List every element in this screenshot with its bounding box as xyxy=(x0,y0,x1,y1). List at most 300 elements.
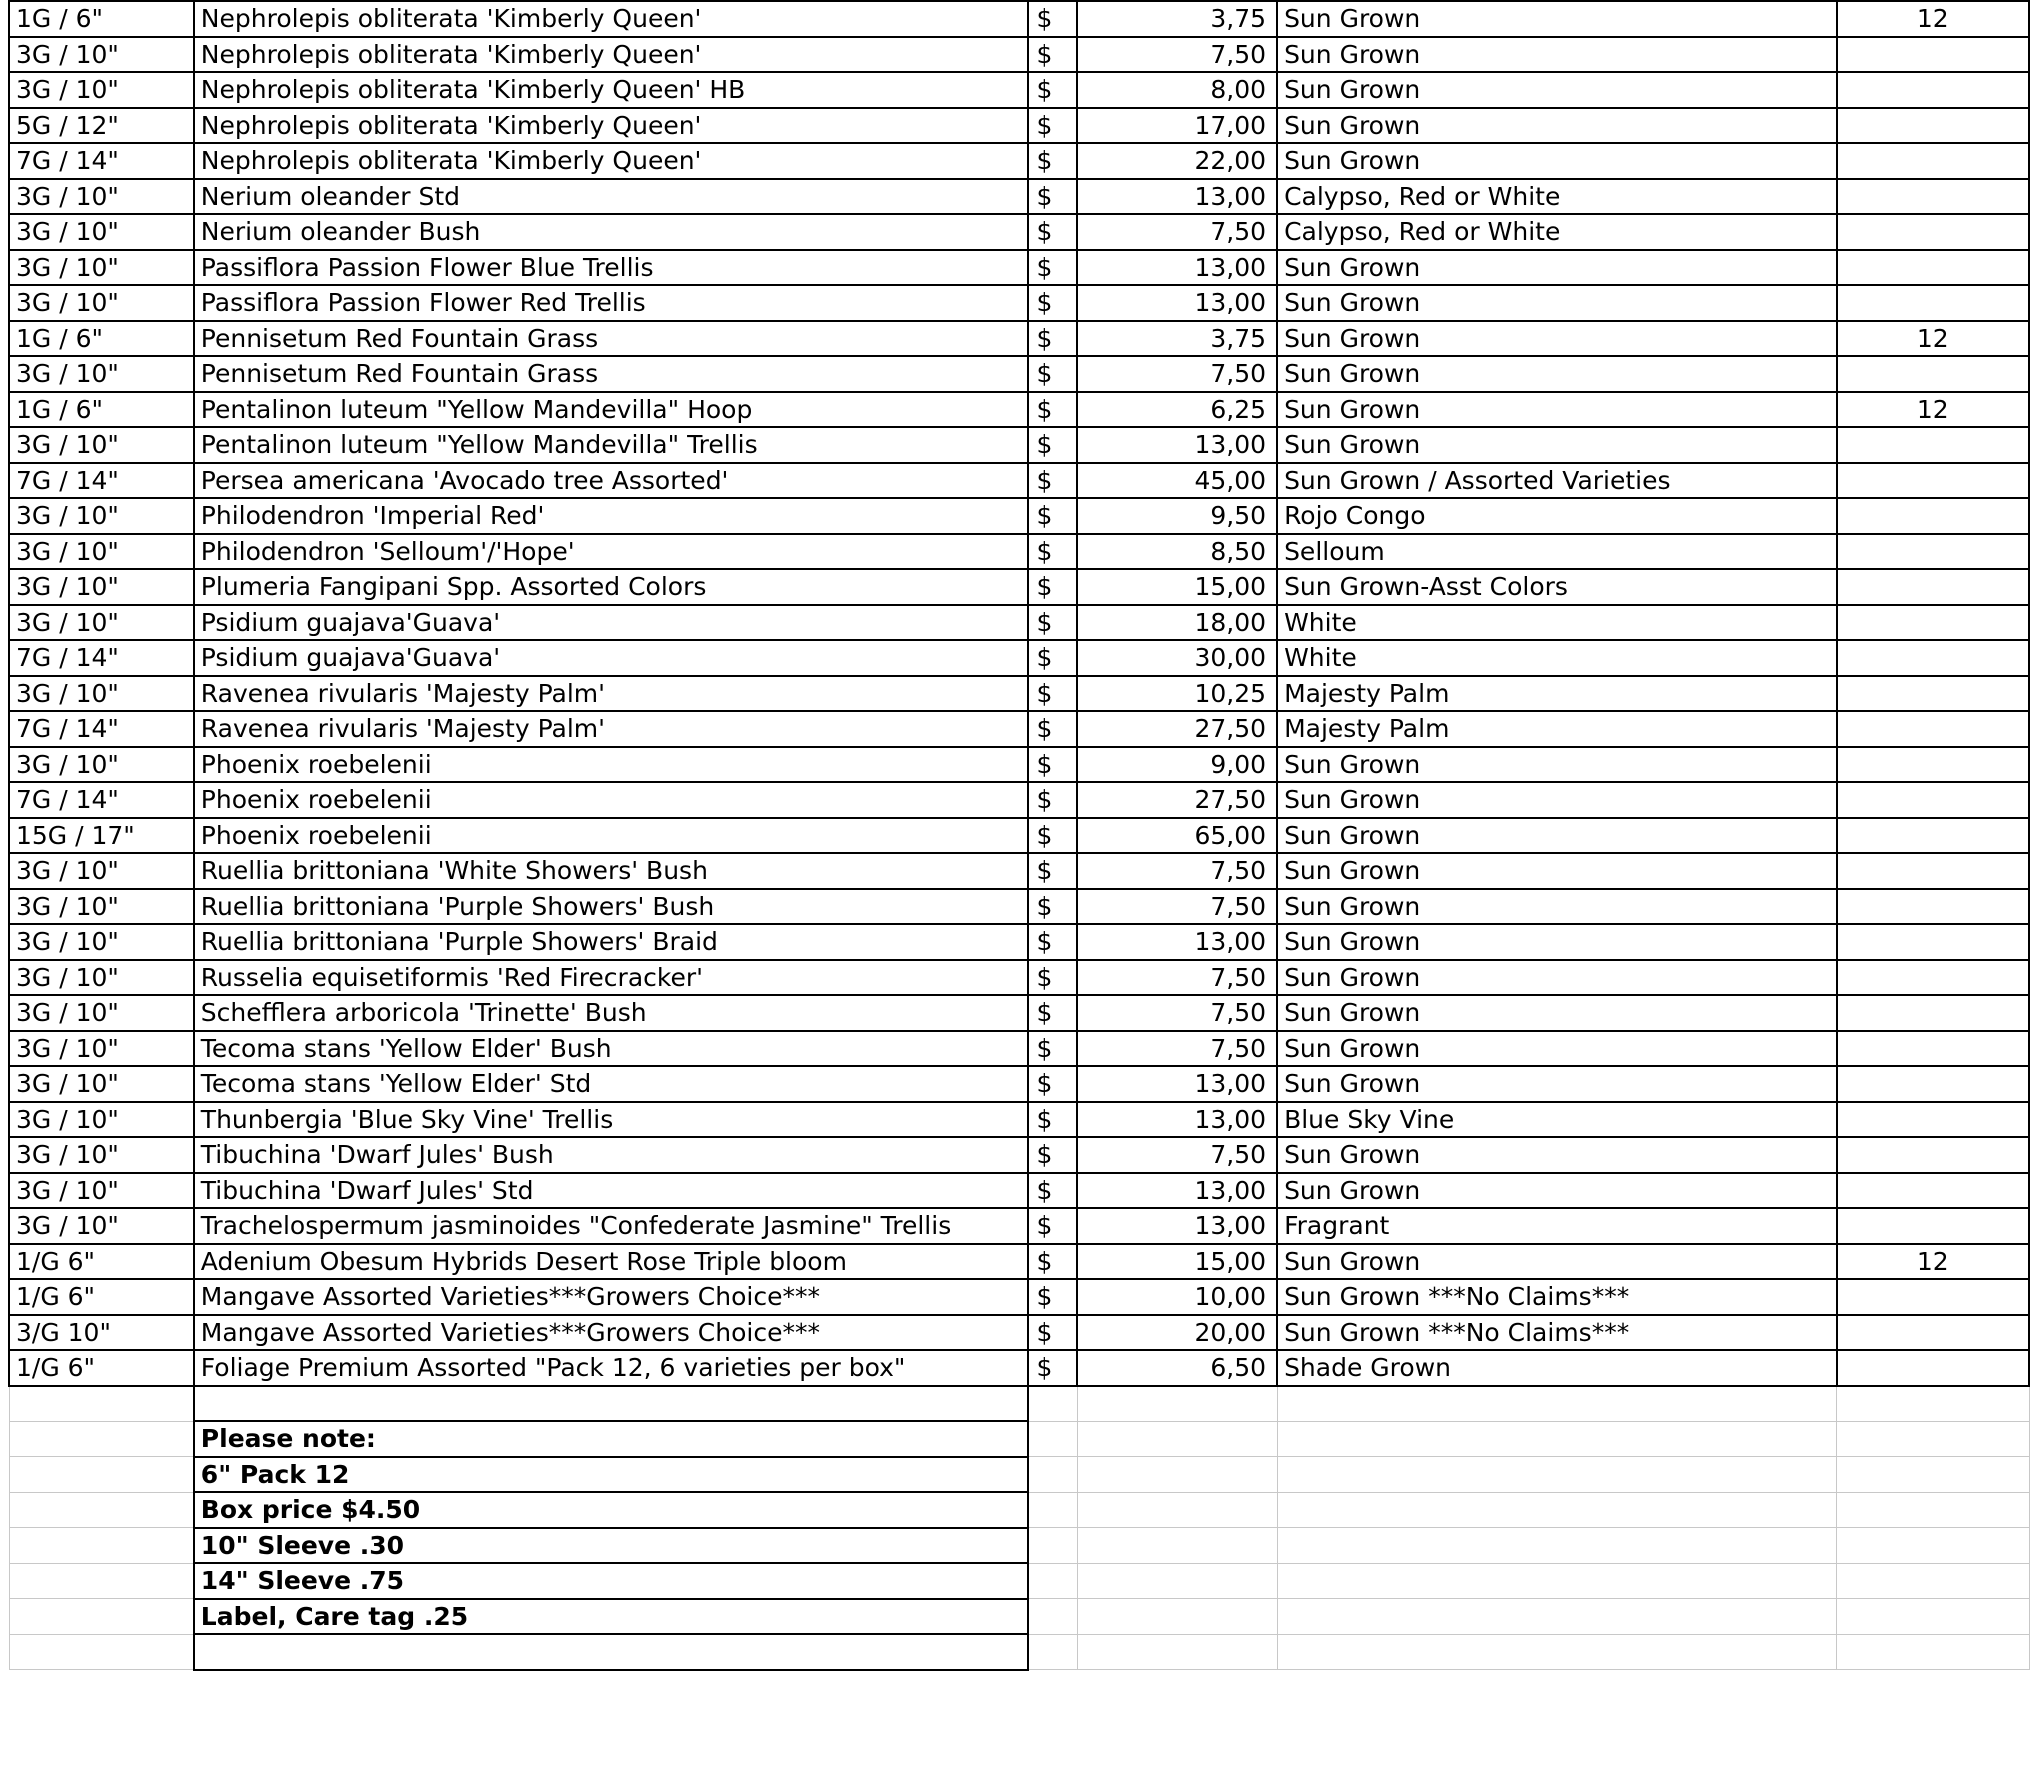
plant-name-cell[interactable]: Ruellia brittoniana 'Purple Showers' Bush xyxy=(194,889,1028,925)
table-row xyxy=(9,818,2029,854)
price-cell[interactable]: 7,50 xyxy=(1077,960,1277,996)
empty-cell[interactable] xyxy=(1077,1634,1277,1670)
size-cell[interactable]: 1G / 6" xyxy=(9,321,194,357)
size-cell[interactable]: 3G / 10" xyxy=(9,285,194,321)
empty-cell[interactable] xyxy=(9,1528,194,1564)
empty-cell[interactable] xyxy=(1277,1386,1836,1422)
qty-cell[interactable] xyxy=(1837,1173,2030,1209)
size-cell[interactable]: 3G / 10" xyxy=(9,889,194,925)
note-cell[interactable]: 14" Sleeve .75 xyxy=(194,1563,1028,1599)
plant-name-cell[interactable]: Schefflera arboricola 'Trinette' Bush xyxy=(194,995,1028,1031)
size-cell[interactable]: 3/G 10" xyxy=(9,1315,194,1351)
size-cell[interactable]: 3G / 10" xyxy=(9,569,194,605)
size-cell[interactable]: 3G / 10" xyxy=(9,72,194,108)
currency-cell[interactable]: $ xyxy=(1028,143,1078,179)
empty-cell[interactable] xyxy=(9,1386,194,1422)
size-cell[interactable]: 3G / 10" xyxy=(9,960,194,996)
notes-cell[interactable]: Sun Grown xyxy=(1277,924,1836,960)
empty-cell[interactable] xyxy=(1837,1599,2030,1635)
empty-cell[interactable] xyxy=(1028,1528,1078,1564)
empty-cell[interactable] xyxy=(1077,1599,1277,1635)
price-cell[interactable]: 10,25 xyxy=(1077,676,1277,712)
price-cell[interactable]: 13,00 xyxy=(1077,1173,1277,1209)
price-cell[interactable]: 9,00 xyxy=(1077,747,1277,783)
currency-cell[interactable]: $ xyxy=(1028,676,1078,712)
notes-cell[interactable]: Sun Grown xyxy=(1277,1,1836,37)
price-cell[interactable]: 6,50 xyxy=(1077,1350,1277,1386)
empty-cell[interactable] xyxy=(1837,1634,2030,1670)
notes-cell[interactable]: Sun Grown xyxy=(1277,143,1836,179)
plant-name-cell[interactable]: Passiflora Passion Flower Blue Trellis xyxy=(194,250,1028,286)
empty-cell[interactable] xyxy=(9,1421,194,1457)
notes-cell[interactable]: Sun Grown xyxy=(1277,1244,1836,1280)
price-cell[interactable]: 13,00 xyxy=(1077,1066,1277,1102)
notes-cell[interactable]: Fragrant xyxy=(1277,1208,1836,1244)
plant-name-cell[interactable]: Phoenix roebelenii xyxy=(194,782,1028,818)
price-cell[interactable]: 7,50 xyxy=(1077,995,1277,1031)
plant-name-cell[interactable]: Nerium oleander Bush xyxy=(194,214,1028,250)
currency-cell[interactable]: $ xyxy=(1028,853,1078,889)
price-cell[interactable]: 6,25 xyxy=(1077,392,1277,428)
notes-cell[interactable]: Calypso, Red or White xyxy=(1277,179,1836,215)
currency-cell[interactable]: $ xyxy=(1028,179,1078,215)
price-cell[interactable]: 7,50 xyxy=(1077,356,1277,392)
note-row xyxy=(9,1457,2029,1493)
price-cell[interactable]: 27,50 xyxy=(1077,782,1277,818)
size-cell[interactable]: 3G / 10" xyxy=(9,1031,194,1067)
size-cell[interactable]: 3G / 10" xyxy=(9,534,194,570)
plant-name-cell[interactable]: Nerium oleander Std xyxy=(194,179,1028,215)
price-cell[interactable]: 13,00 xyxy=(1077,1102,1277,1138)
size-cell[interactable]: 3G / 10" xyxy=(9,676,194,712)
empty-cell[interactable] xyxy=(1277,1563,1836,1599)
price-cell[interactable]: 13,00 xyxy=(1077,427,1277,463)
price-cell[interactable]: 3,75 xyxy=(1077,321,1277,357)
qty-cell[interactable] xyxy=(1837,427,2030,463)
size-cell[interactable]: 3G / 10" xyxy=(9,498,194,534)
empty-cell[interactable] xyxy=(1837,1457,2030,1493)
plant-name-cell[interactable]: Philodendron 'Selloum'/'Hope' xyxy=(194,534,1028,570)
empty-cell[interactable] xyxy=(194,1386,1028,1422)
currency-cell[interactable]: $ xyxy=(1028,1066,1078,1102)
qty-cell[interactable] xyxy=(1837,960,2030,996)
empty-cell[interactable] xyxy=(1077,1457,1277,1493)
notes-cell[interactable]: Sun Grown xyxy=(1277,1173,1836,1209)
price-cell[interactable]: 7,50 xyxy=(1077,1031,1277,1067)
size-cell[interactable]: 3G / 10" xyxy=(9,250,194,286)
empty-cell[interactable] xyxy=(1028,1492,1078,1528)
notes-cell[interactable]: Calypso, Red or White xyxy=(1277,214,1836,250)
price-cell[interactable]: 13,00 xyxy=(1077,285,1277,321)
notes-cell[interactable]: Sun Grown xyxy=(1277,853,1836,889)
plant-name-cell[interactable]: Nephrolepis obliterata 'Kimberly Queen' xyxy=(194,1,1028,37)
size-cell[interactable]: 3G / 10" xyxy=(9,853,194,889)
notes-cell[interactable]: Blue Sky Vine xyxy=(1277,1102,1836,1138)
size-cell[interactable]: 1/G 6" xyxy=(9,1244,194,1280)
empty-cell[interactable] xyxy=(9,1457,194,1493)
empty-cell[interactable] xyxy=(1837,1492,2030,1528)
price-cell[interactable]: 18,00 xyxy=(1077,605,1277,641)
currency-cell[interactable]: $ xyxy=(1028,605,1078,641)
size-cell[interactable]: 3G / 10" xyxy=(9,1066,194,1102)
size-cell[interactable]: 3G / 10" xyxy=(9,995,194,1031)
qty-cell[interactable] xyxy=(1837,676,2030,712)
empty-cell[interactable] xyxy=(9,1492,194,1528)
empty-cell[interactable] xyxy=(1077,1386,1277,1422)
qty-cell[interactable] xyxy=(1837,818,2030,854)
price-cell[interactable]: 27,50 xyxy=(1077,711,1277,747)
plant-name-cell[interactable]: Pennisetum Red Fountain Grass xyxy=(194,321,1028,357)
plant-name-cell[interactable]: Phoenix roebelenii xyxy=(194,747,1028,783)
table-row xyxy=(9,179,2029,215)
plant-name-cell[interactable]: Psidium guajava'Guava' xyxy=(194,605,1028,641)
price-cell[interactable]: 7,50 xyxy=(1077,37,1277,73)
currency-cell[interactable]: $ xyxy=(1028,711,1078,747)
size-cell[interactable]: 7G / 14" xyxy=(9,711,194,747)
qty-cell[interactable] xyxy=(1837,924,2030,960)
table-row xyxy=(9,960,2029,996)
size-cell[interactable]: 7G / 14" xyxy=(9,640,194,676)
currency-cell[interactable]: $ xyxy=(1028,569,1078,605)
qty-cell[interactable] xyxy=(1837,285,2030,321)
notes-cell[interactable]: Sun Grown xyxy=(1277,1066,1836,1102)
currency-cell[interactable]: $ xyxy=(1028,285,1078,321)
qty-cell[interactable] xyxy=(1837,1066,2030,1102)
price-cell[interactable]: 7,50 xyxy=(1077,214,1277,250)
qty-cell[interactable] xyxy=(1837,534,2030,570)
notes-cell[interactable]: Selloum xyxy=(1277,534,1836,570)
price-cell[interactable]: 15,00 xyxy=(1077,1244,1277,1280)
currency-cell[interactable]: $ xyxy=(1028,1244,1078,1280)
qty-cell[interactable] xyxy=(1837,37,2030,73)
price-cell[interactable]: 8,50 xyxy=(1077,534,1277,570)
note-cell[interactable]: Please note: xyxy=(194,1421,1028,1457)
qty-cell[interactable] xyxy=(1837,108,2030,144)
notes-cell[interactable]: Sun Grown xyxy=(1277,108,1836,144)
price-cell[interactable]: 8,00 xyxy=(1077,72,1277,108)
empty-cell[interactable] xyxy=(1277,1492,1836,1528)
plant-name-cell[interactable]: Phoenix roebelenii xyxy=(194,818,1028,854)
qty-cell[interactable] xyxy=(1837,711,2030,747)
notes-cell[interactable]: Sun Grown xyxy=(1277,818,1836,854)
empty-cell[interactable] xyxy=(1028,1386,1078,1422)
size-cell[interactable]: 3G / 10" xyxy=(9,179,194,215)
plant-name-cell[interactable]: Ravenea rivularis 'Majesty Palm' xyxy=(194,676,1028,712)
note-cell[interactable]: Label, Care tag .25 xyxy=(194,1599,1028,1635)
empty-cell[interactable] xyxy=(1077,1563,1277,1599)
notes-cell[interactable]: Sun Grown xyxy=(1277,250,1836,286)
table-row xyxy=(9,214,2029,250)
price-cell[interactable]: 13,00 xyxy=(1077,250,1277,286)
price-cell[interactable]: 17,00 xyxy=(1077,108,1277,144)
empty-cell[interactable] xyxy=(194,1634,1028,1670)
plant-name-cell[interactable]: Tecoma stans 'Yellow Elder' Std xyxy=(194,1066,1028,1102)
notes-cell[interactable]: Majesty Palm xyxy=(1277,711,1836,747)
size-cell[interactable]: 15G / 17" xyxy=(9,818,194,854)
note-row xyxy=(9,1528,2029,1564)
qty-cell[interactable] xyxy=(1837,1208,2030,1244)
notes-cell[interactable]: Sun Grown-Asst Colors xyxy=(1277,569,1836,605)
qty-cell[interactable] xyxy=(1837,1102,2030,1138)
price-cell[interactable]: 7,50 xyxy=(1077,1137,1277,1173)
plant-name-cell[interactable]: Nephrolepis obliterata 'Kimberly Queen' xyxy=(194,37,1028,73)
qty-cell[interactable] xyxy=(1837,569,2030,605)
currency-cell[interactable]: $ xyxy=(1028,1315,1078,1351)
size-cell[interactable]: 3G / 10" xyxy=(9,605,194,641)
currency-cell[interactable]: $ xyxy=(1028,250,1078,286)
plant-name-cell[interactable]: Nephrolepis obliterata 'Kimberly Queen' HB xyxy=(194,72,1028,108)
currency-cell[interactable]: $ xyxy=(1028,924,1078,960)
qty-cell[interactable]: 12 xyxy=(1837,1244,2030,1280)
qty-cell[interactable] xyxy=(1837,605,2030,641)
size-cell[interactable]: 1G / 6" xyxy=(9,392,194,428)
notes-cell[interactable]: Sun Grown / Assorted Varieties xyxy=(1277,463,1836,499)
empty-cell[interactable] xyxy=(1028,1634,1078,1670)
empty-cell[interactable] xyxy=(1077,1492,1277,1528)
currency-cell[interactable]: $ xyxy=(1028,960,1078,996)
size-cell[interactable]: 5G / 12" xyxy=(9,108,194,144)
plant-name-cell[interactable]: Nephrolepis obliterata 'Kimberly Queen' xyxy=(194,143,1028,179)
size-cell[interactable]: 3G / 10" xyxy=(9,356,194,392)
size-cell[interactable]: 3G / 10" xyxy=(9,747,194,783)
currency-cell[interactable]: $ xyxy=(1028,214,1078,250)
empty-cell[interactable] xyxy=(1837,1528,2030,1564)
qty-cell[interactable] xyxy=(1837,1031,2030,1067)
notes-cell[interactable]: Sun Grown xyxy=(1277,427,1836,463)
qty-cell[interactable] xyxy=(1837,995,2030,1031)
table-row xyxy=(9,1315,2029,1351)
table-row xyxy=(9,463,2029,499)
currency-cell[interactable]: $ xyxy=(1028,1279,1078,1315)
notes-cell[interactable]: Sun Grown xyxy=(1277,782,1836,818)
size-cell[interactable]: 7G / 14" xyxy=(9,143,194,179)
notes-cell[interactable]: Sun Grown xyxy=(1277,889,1836,925)
table-row xyxy=(9,711,2029,747)
empty-cell[interactable] xyxy=(1277,1528,1836,1564)
empty-cell[interactable] xyxy=(1837,1421,2030,1457)
plant-name-cell[interactable]: Tibuchina 'Dwarf Jules' Std xyxy=(194,1173,1028,1209)
qty-cell[interactable] xyxy=(1837,1315,2030,1351)
qty-cell[interactable]: 12 xyxy=(1837,321,2030,357)
notes-cell[interactable]: Rojo Congo xyxy=(1277,498,1836,534)
size-cell[interactable]: 3G / 10" xyxy=(9,1173,194,1209)
empty-cell[interactable] xyxy=(1837,1386,2030,1422)
qty-cell[interactable] xyxy=(1837,250,2030,286)
plant-name-cell[interactable]: Tecoma stans 'Yellow Elder' Bush xyxy=(194,1031,1028,1067)
price-cell[interactable]: 13,00 xyxy=(1077,1208,1277,1244)
currency-cell[interactable]: $ xyxy=(1028,534,1078,570)
price-cell[interactable]: 3,75 xyxy=(1077,1,1277,37)
table-row xyxy=(9,1173,2029,1209)
empty-cell[interactable] xyxy=(1077,1421,1277,1457)
plant-name-cell[interactable]: Adenium Obesum Hybrids Desert Rose Triple bloom xyxy=(194,1244,1028,1280)
price-cell[interactable]: 30,00 xyxy=(1077,640,1277,676)
currency-cell[interactable]: $ xyxy=(1028,463,1078,499)
empty-cell[interactable] xyxy=(1837,1563,2030,1599)
size-cell[interactable]: 3G / 10" xyxy=(9,924,194,960)
currency-cell[interactable]: $ xyxy=(1028,1173,1078,1209)
notes-cell[interactable]: White xyxy=(1277,640,1836,676)
currency-cell[interactable]: $ xyxy=(1028,37,1078,73)
notes-cell[interactable]: Sun Grown xyxy=(1277,1137,1836,1173)
price-cell[interactable]: 65,00 xyxy=(1077,818,1277,854)
qty-cell[interactable] xyxy=(1837,640,2030,676)
price-cell[interactable]: 15,00 xyxy=(1077,569,1277,605)
plant-name-cell[interactable]: Foliage Premium Assorted "Pack 12, 6 varieties per box" xyxy=(194,1350,1028,1386)
notes-cell[interactable]: Sun Grown ***No Claims*** xyxy=(1277,1279,1836,1315)
currency-cell[interactable]: $ xyxy=(1028,1,1078,37)
qty-cell[interactable]: 12 xyxy=(1837,1,2030,37)
empty-cell[interactable] xyxy=(1028,1563,1078,1599)
price-cell[interactable]: 7,50 xyxy=(1077,889,1277,925)
currency-cell[interactable]: $ xyxy=(1028,995,1078,1031)
plant-name-cell[interactable]: Russelia equisetiformis 'Red Firecracker' xyxy=(194,960,1028,996)
size-cell[interactable]: 3G / 10" xyxy=(9,37,194,73)
qty-cell[interactable] xyxy=(1837,782,2030,818)
qty-cell[interactable] xyxy=(1837,72,2030,108)
empty-cell[interactable] xyxy=(1277,1421,1836,1457)
notes-cell[interactable]: Sun Grown ***No Claims*** xyxy=(1277,1315,1836,1351)
size-cell[interactable]: 3G / 10" xyxy=(9,1102,194,1138)
table-row xyxy=(9,143,2029,179)
currency-cell[interactable]: $ xyxy=(1028,747,1078,783)
currency-cell[interactable]: $ xyxy=(1028,72,1078,108)
size-cell[interactable]: 1/G 6" xyxy=(9,1279,194,1315)
qty-cell[interactable] xyxy=(1837,356,2030,392)
qty-cell[interactable] xyxy=(1837,889,2030,925)
note-cell[interactable]: Box price $4.50 xyxy=(194,1492,1028,1528)
price-cell[interactable]: 7,50 xyxy=(1077,853,1277,889)
currency-cell[interactable]: $ xyxy=(1028,108,1078,144)
plant-name-cell[interactable]: Mangave Assorted Varieties***Growers Choice*** xyxy=(194,1279,1028,1315)
empty-cell[interactable] xyxy=(1077,1528,1277,1564)
plant-name-cell[interactable]: Pentalinon luteum "Yellow Mandevilla" Trellis xyxy=(194,427,1028,463)
price-cell[interactable]: 45,00 xyxy=(1077,463,1277,499)
empty-cell[interactable] xyxy=(1028,1457,1078,1493)
currency-cell[interactable]: $ xyxy=(1028,392,1078,428)
notes-cell[interactable]: Sun Grown xyxy=(1277,1031,1836,1067)
currency-cell[interactable]: $ xyxy=(1028,356,1078,392)
price-cell[interactable]: 22,00 xyxy=(1077,143,1277,179)
plant-name-cell[interactable]: Nephrolepis obliterata 'Kimberly Queen' xyxy=(194,108,1028,144)
notes-cell[interactable]: Sun Grown xyxy=(1277,960,1836,996)
qty-cell[interactable] xyxy=(1837,179,2030,215)
note-cell[interactable]: 6" Pack 12 xyxy=(194,1457,1028,1493)
currency-cell[interactable]: $ xyxy=(1028,782,1078,818)
plant-name-cell[interactable]: Plumeria Fangipani Spp. Assorted Colors xyxy=(194,569,1028,605)
currency-cell[interactable]: $ xyxy=(1028,640,1078,676)
price-cell[interactable]: 13,00 xyxy=(1077,179,1277,215)
currency-cell[interactable]: $ xyxy=(1028,818,1078,854)
qty-cell[interactable] xyxy=(1837,214,2030,250)
plant-name-cell[interactable]: Ravenea rivularis 'Majesty Palm' xyxy=(194,711,1028,747)
price-cell[interactable]: 20,00 xyxy=(1077,1315,1277,1351)
qty-cell[interactable] xyxy=(1837,143,2030,179)
table-row xyxy=(9,640,2029,676)
qty-cell[interactable] xyxy=(1837,498,2030,534)
qty-cell[interactable] xyxy=(1837,1279,2030,1315)
plant-name-cell[interactable]: Psidium guajava'Guava' xyxy=(194,640,1028,676)
size-cell[interactable]: 7G / 14" xyxy=(9,782,194,818)
empty-cell[interactable] xyxy=(9,1563,194,1599)
notes-cell[interactable]: Shade Grown xyxy=(1277,1350,1836,1386)
qty-cell[interactable]: 12 xyxy=(1837,392,2030,428)
table-row xyxy=(9,995,2029,1031)
qty-cell[interactable] xyxy=(1837,1137,2030,1173)
currency-cell[interactable]: $ xyxy=(1028,1031,1078,1067)
plant-name-cell[interactable]: Trachelospermum jasminoides "Confederate Jasmine" Trellis xyxy=(194,1208,1028,1244)
plant-name-cell[interactable]: Thunbergia 'Blue Sky Vine' Trellis xyxy=(194,1102,1028,1138)
empty-cell[interactable] xyxy=(1277,1634,1836,1670)
size-cell[interactable]: 3G / 10" xyxy=(9,1208,194,1244)
notes-cell[interactable]: Sun Grown xyxy=(1277,356,1836,392)
empty-cell[interactable] xyxy=(1028,1421,1078,1457)
empty-cell[interactable] xyxy=(1028,1599,1078,1635)
notes-cell[interactable]: White xyxy=(1277,605,1836,641)
plant-name-cell[interactable]: Ruellia brittoniana 'White Showers' Bush xyxy=(194,853,1028,889)
currency-cell[interactable]: $ xyxy=(1028,427,1078,463)
qty-cell[interactable] xyxy=(1837,1350,2030,1386)
currency-cell[interactable]: $ xyxy=(1028,321,1078,357)
size-cell[interactable]: 3G / 10" xyxy=(9,427,194,463)
plant-name-cell[interactable]: Tibuchina 'Dwarf Jules' Bush xyxy=(194,1137,1028,1173)
notes-cell[interactable]: Sun Grown xyxy=(1277,747,1836,783)
currency-cell[interactable]: $ xyxy=(1028,1350,1078,1386)
empty-cell[interactable] xyxy=(1277,1599,1836,1635)
plant-name-cell[interactable]: Philodendron 'Imperial Red' xyxy=(194,498,1028,534)
currency-cell[interactable]: $ xyxy=(1028,1102,1078,1138)
size-cell[interactable]: 1G / 6" xyxy=(9,1,194,37)
notes-cell[interactable]: Sun Grown xyxy=(1277,285,1836,321)
notes-cell[interactable]: Sun Grown xyxy=(1277,72,1836,108)
size-cell[interactable]: 1/G 6" xyxy=(9,1350,194,1386)
price-cell[interactable]: 9,50 xyxy=(1077,498,1277,534)
currency-cell[interactable]: $ xyxy=(1028,1137,1078,1173)
qty-cell[interactable] xyxy=(1837,463,2030,499)
empty-cell[interactable] xyxy=(9,1599,194,1635)
size-cell[interactable]: 7G / 14" xyxy=(9,463,194,499)
qty-cell[interactable] xyxy=(1837,747,2030,783)
plant-name-cell[interactable]: Pentalinon luteum "Yellow Mandevilla" Hoop xyxy=(194,392,1028,428)
empty-cell[interactable] xyxy=(9,1634,194,1670)
table-row xyxy=(9,1244,2029,1280)
notes-cell[interactable]: Sun Grown xyxy=(1277,37,1836,73)
plant-name-cell[interactable]: Ruellia brittoniana 'Purple Showers' Braid xyxy=(194,924,1028,960)
table-row xyxy=(9,427,2029,463)
notes-cell[interactable]: Sun Grown xyxy=(1277,392,1836,428)
size-cell[interactable]: 3G / 10" xyxy=(9,214,194,250)
currency-cell[interactable]: $ xyxy=(1028,889,1078,925)
currency-cell[interactable]: $ xyxy=(1028,1208,1078,1244)
plant-name-cell[interactable]: Pennisetum Red Fountain Grass xyxy=(194,356,1028,392)
qty-cell[interactable] xyxy=(1837,853,2030,889)
empty-cell[interactable] xyxy=(1277,1457,1836,1493)
notes-cell[interactable]: Sun Grown xyxy=(1277,995,1836,1031)
notes-cell[interactable]: Sun Grown xyxy=(1277,321,1836,357)
plant-name-cell[interactable]: Mangave Assorted Varieties***Growers Choice*** xyxy=(194,1315,1028,1351)
price-cell[interactable]: 13,00 xyxy=(1077,924,1277,960)
price-cell[interactable]: 10,00 xyxy=(1077,1279,1277,1315)
table-row xyxy=(9,1279,2029,1315)
size-cell[interactable]: 3G / 10" xyxy=(9,1137,194,1173)
plant-name-cell[interactable]: Passiflora Passion Flower Red Trellis xyxy=(194,285,1028,321)
currency-cell[interactable]: $ xyxy=(1028,498,1078,534)
table-row xyxy=(9,889,2029,925)
note-cell[interactable]: 10" Sleeve .30 xyxy=(194,1528,1028,1564)
plant-name-cell[interactable]: Persea americana 'Avocado tree Assorted' xyxy=(194,463,1028,499)
notes-cell[interactable]: Majesty Palm xyxy=(1277,676,1836,712)
table-row xyxy=(9,498,2029,534)
